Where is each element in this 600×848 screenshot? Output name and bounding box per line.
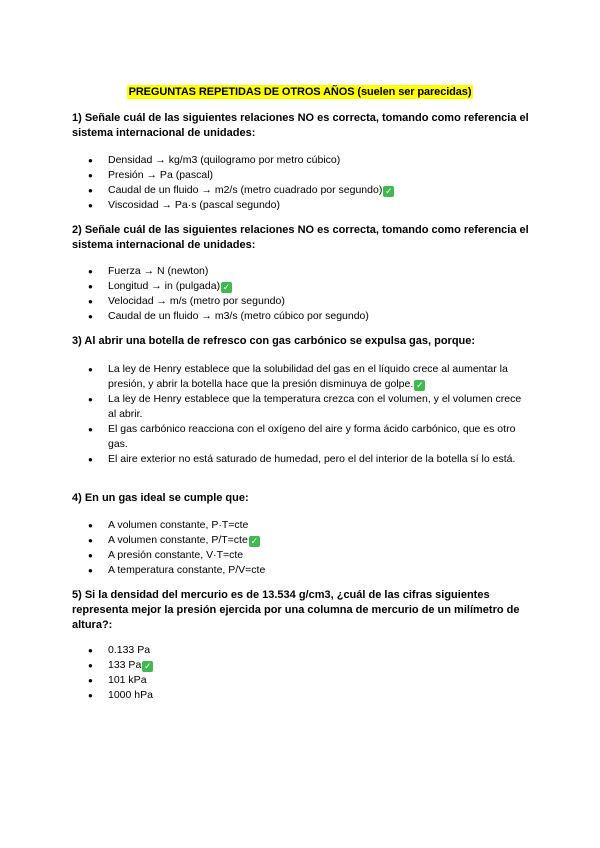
option-correct: ● Longitud → in (pulgada) ✓ (88, 279, 528, 294)
check-icon: ✓ (250, 536, 259, 546)
question-2-options (88, 264, 528, 324)
page-title: PREGUNTAS REPETIDAS DE OTROS AÑOS (suelen ser parecidas) (128, 86, 472, 98)
option: ● El gas carbónico reacciona con el oxígeno del aire y forma ácido carbónico, que es otro gas. (88, 422, 528, 452)
option: ● El aire exterior no está saturado de humedad, pero el del interior de la botella sí lo está. (88, 452, 528, 467)
option-correct: ● A volumen constante, P/T=cte ✓ (88, 533, 528, 548)
question-2: 2) Señale cuál de las siguientes relaciones NO es correcta, tomando como referencia el sistema internacional de unidades: (72, 224, 529, 251)
question-4: 4) En un gas ideal se cumple que: (72, 492, 249, 504)
option-correct: ● La ley de Henry establece que la solubilidad del gas en el líquido crece al aumentar la presión, y abrir la botella hace que la presión disminuya de golpe. ✓ (88, 362, 528, 392)
option-correct: ● Caudal de un fluido → m2/s (metro cuadrado por segundo) ✓ (88, 183, 528, 198)
question-3: 3) Al abrir una botella de refresco con gas carbónico se expulsa gas, porque: (72, 335, 476, 347)
option: ● A temperatura constante, P/V=cte (88, 563, 528, 578)
option: ● Caudal de un fluido → m3/s (metro cúbico por segundo) (88, 309, 528, 324)
option: ● 1000 hPa (88, 688, 528, 703)
option: ● Densidad → kg/m3 (quilogramo por metro cúbico) (88, 153, 528, 168)
check-icon: ✓ (144, 661, 152, 671)
option: ● 0.133 Pa (88, 643, 528, 658)
option: ● A presión constante, V·T=cte (88, 548, 528, 563)
question-5: 5) Si la densidad del mercurio es de 13.534 g/cm3, ¿cuál de las cifras siguientes representa mejor la presión ejercida por una columna de mercurio de un milímetro de altura?: (72, 589, 520, 631)
option: ● A volumen constante, P·T=cte (88, 518, 528, 533)
check-icon: ✓ (385, 186, 393, 196)
check-icon: ✓ (222, 282, 231, 292)
option: ● Velocidad → m/s (metro por segundo) (88, 294, 528, 309)
option: ● Fuerza → N (newton) (88, 264, 528, 279)
option: ● 101 kPa (88, 673, 528, 688)
question-5-options (88, 643, 528, 703)
option: ● Presión → Pa (pascal) (88, 168, 528, 183)
question-1-options (88, 153, 528, 213)
question-1: 1) Señale cuál de las siguientes relaciones NO es correcta, tomando como referencia el sistema internacional de unidades: (72, 112, 529, 139)
question-4-options (88, 518, 528, 578)
question-3-options (88, 362, 528, 467)
option: ● Viscosidad → Pa·s (pascal segundo) (88, 198, 528, 213)
title-wrap (0, 82, 600, 100)
check-icon: ✓ (416, 380, 424, 390)
option-correct: ● 133 Pa ✓ (88, 658, 528, 673)
option: ● La ley de Henry establece que la temperatura crezca con el volumen, y el volumen crece al abrir. (88, 392, 528, 422)
